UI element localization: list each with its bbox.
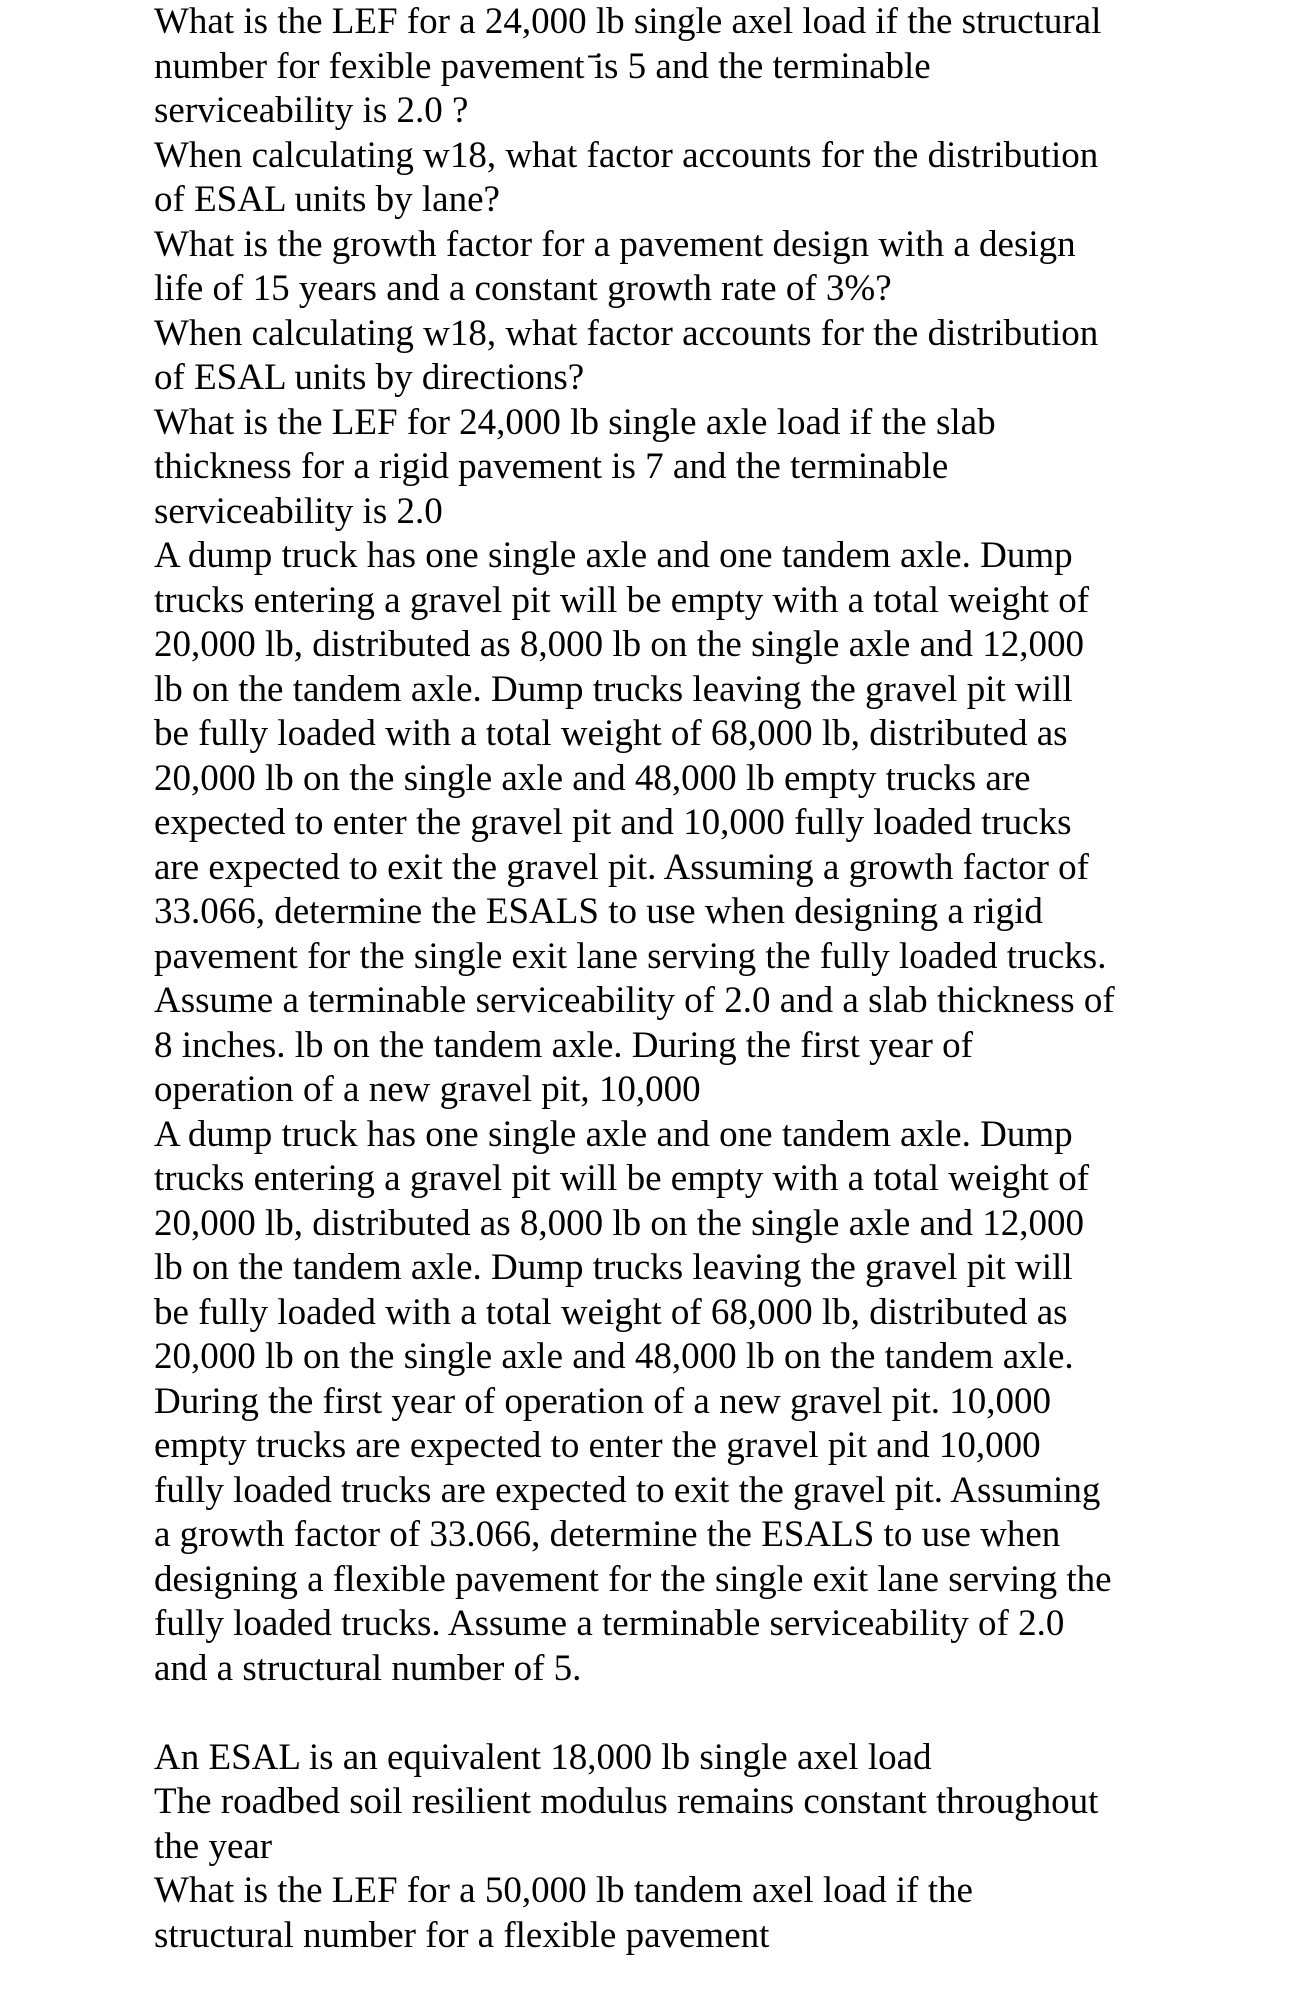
document-body: [154, 0, 1274, 1958]
question-growth-factor: What is the growth factor for a pavement design with a design life of 15 years and a constant growth rate of 3%?: [154, 223, 1076, 309]
question-directional-distribution-factor: When calculating w18, what factor accounts for the distribution of ESAL units by directions?: [154, 312, 1099, 398]
question-lef-flexible-tandem-axle: What is the LEF for a 50,000 lb tandem axel load if the structural number for a flexible pavement: [154, 1870, 973, 1956]
problem-rigid-pavement-esals: A dump truck has one single axle and one tandem axle. Dump trucks entering a gravel pit will be empty with a total weight of 20,000 lb, distributed as 8,000 lb on the single axle and 12,000 lb on the tandem axle. Dump trucks leaving the gravel pit will be fully loaded with a total weight of 68,000 lb, distributed as 20,000 lb on the single axle and 48,000 lb empty trucks are expected to enter the gravel pit and 10,000 fully loaded trucks are expected to exit the gravel pit. Assuming a growth factor of 33.066, determine the ESALS to use when designing a rigid pavement for the single exit lane serving the fully loaded trucks. Assume a terminable serviceability of 2.0 and a slab thickness of 8 inches. lb on the tandem axle. During the first year of operation of a new gravel pit, 10,000: [154, 535, 1115, 1110]
statement-resilient-modulus: The roadbed soil resilient modulus remains constant throughout the year: [154, 1781, 1099, 1867]
paragraph-gap: [154, 1691, 1274, 1736]
problem-flexible-pavement-esals: A dump truck has one single axle and one tandem axle. Dump trucks entering a gravel pit will be empty with a total weight of 20,000 lb, distributed as 8,000 lb on the single axle and 12,000 lb on the tandem axle. Dump trucks leaving the gravel pit will be fully loaded with a total weight of 68,000 lb, distributed as 20,000 lb on the single axle and 48,000 lb on the tandem axle. During the first year of operation of a new gravel pit. 10,000 empty trucks are expected to enter the gravel pit and 10,000 fully loaded trucks are expected to exit the gravel pit. Assuming a growth factor of 33.066, determine the ESALS to use when designing a flexible pavement for the single exit lane serving the fully loaded trucks. Assume a terminable serviceability of 2.0 and a structural number of 5.: [154, 1113, 1112, 1689]
question-lane-distribution-factor: When calculating w18, what factor accounts for the distribution of ESAL units by lane?: [154, 134, 1099, 220]
question-lef-rigid-single-axle: What is the LEF for 24,000 lb single axle load if the slab thickness for a rigid pavement is 7 and the terminable serviceability is 2.0: [154, 401, 996, 532]
question-lef-flexible-single-axle: What is the LEF for a 24,000 lb single axel load if the structural number for fexible pavement ̄is 5 and the terminable serviceability is 2.0 ?: [154, 1, 1102, 131]
statement-esal-definition: An ESAL is an equivalent 18,000 lb single axel load: [154, 1736, 932, 1778]
